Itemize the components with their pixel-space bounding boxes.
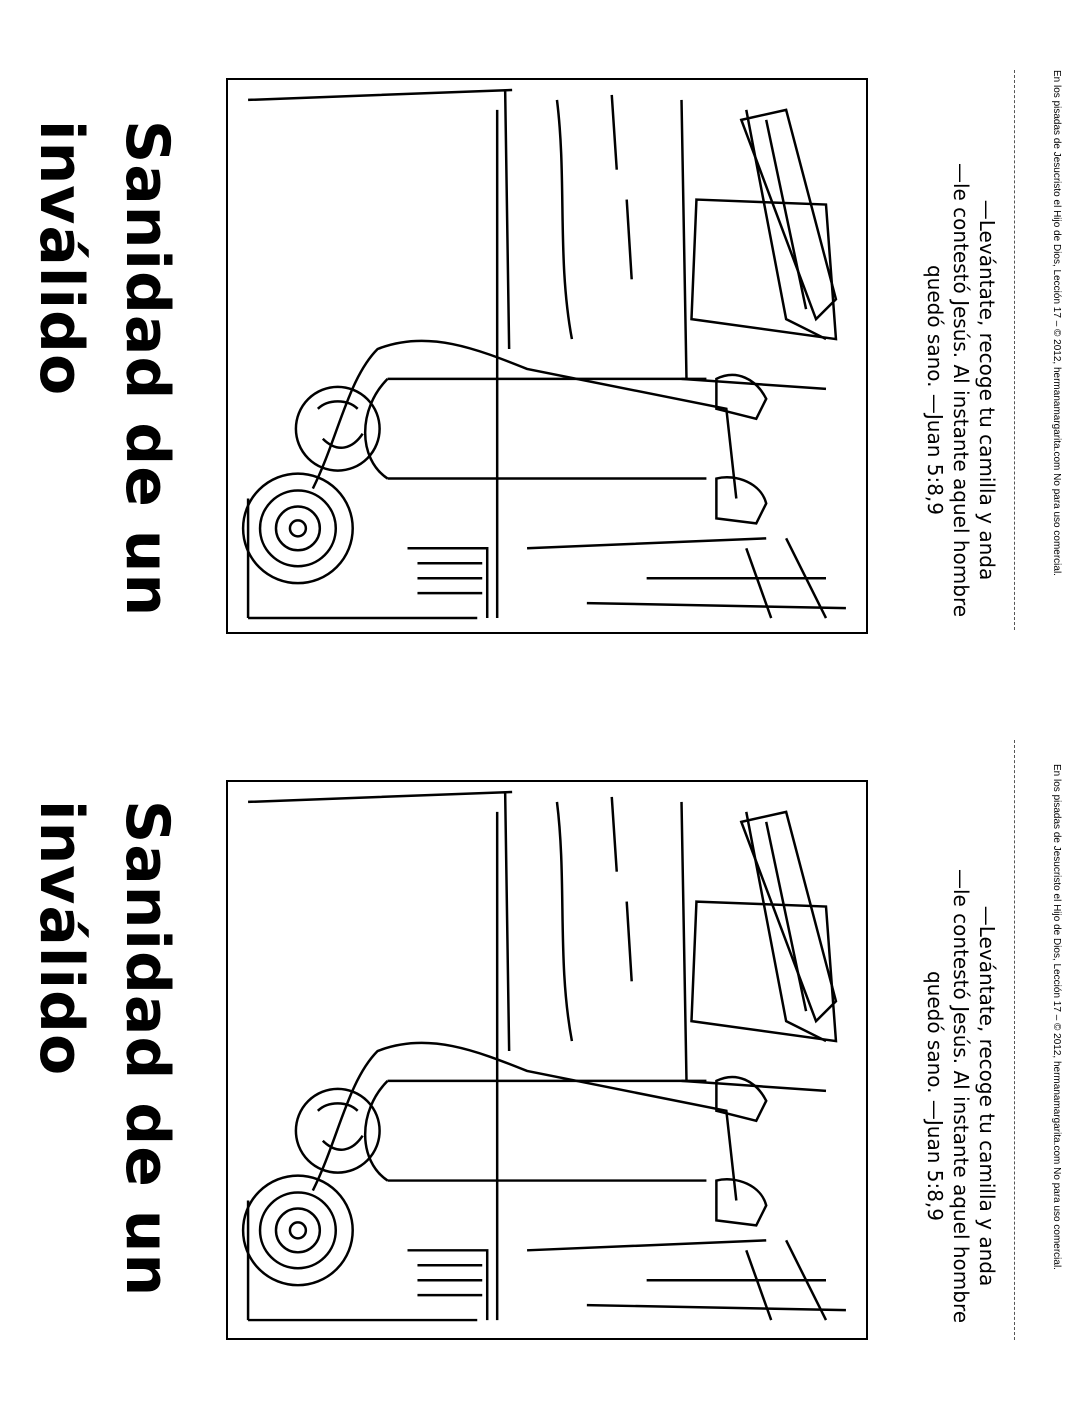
- verse-line-1: —Levántate, recoge tu camilla y anda: [975, 905, 999, 1287]
- title-line-1: Sanidad de un: [112, 800, 182, 1298]
- coloring-page-bottom: [0, 704, 1088, 1408]
- illustration-frame: [226, 78, 868, 634]
- footer-text: En los pisadas de Jesucristo el Hijo de Dios, Lección 17 – © 2012, hermanamargarita.com No para uso comercial.: [1051, 764, 1062, 1270]
- illustration: [228, 782, 866, 1338]
- verse-line-2: —le contestó Jesús. Al instante aquel hombre: [949, 162, 973, 618]
- verse-line-2: —le contestó Jesús. Al instante aquel hombre: [949, 868, 973, 1324]
- verse-line-1: —Levántate, recoge tu camilla y anda: [975, 199, 999, 581]
- title-line-2: inválido: [26, 800, 96, 1077]
- illustration-frame: [226, 780, 868, 1340]
- copyright-footer: [1050, 70, 1062, 576]
- verse-line-3: quedó sano. —Juan 5:8,9: [923, 264, 947, 516]
- page-title: [18, 120, 190, 617]
- illustration: [228, 80, 866, 632]
- cut-line: [1014, 740, 1015, 1340]
- cut-line: [1014, 70, 1015, 630]
- page-title: [18, 800, 190, 1297]
- footer-text: En los pisadas de Jesucristo el Hijo de Dios, Lección 17 – © 2012, hermanamargarita.com No para uso comercial.: [1051, 70, 1062, 576]
- bible-verse: [922, 130, 1000, 650]
- title-line-2: inválido: [26, 120, 96, 397]
- bible-verse: [922, 826, 1000, 1366]
- copyright-footer: [1050, 764, 1062, 1270]
- verse-line-3: quedó sano. —Juan 5:8,9: [923, 970, 947, 1222]
- title-line-1: Sanidad de un: [112, 120, 182, 618]
